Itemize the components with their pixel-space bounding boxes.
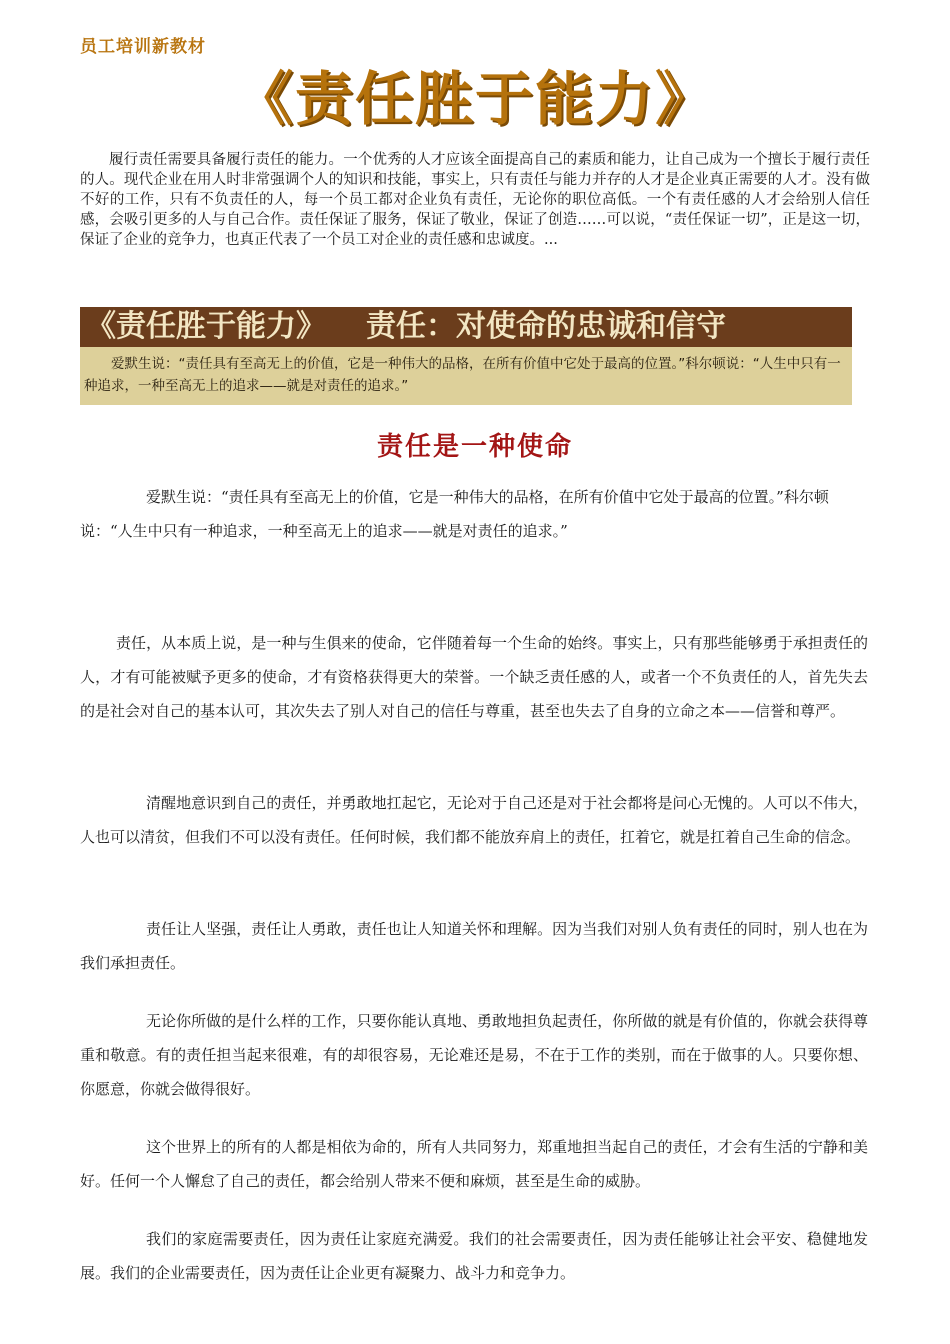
body-paragraph-6: 我们的家庭需要责任，因为责任让家庭充满爱。我们的社会需要责任，因为责任能够让社会平安、稳健地发展。我们的企业需要责任，因为责任让企业更有凝聚力、战斗力和竞争力。 — [80, 1230, 868, 1282]
banner-quote: 爱默生说：“责任具有至高无上的价值，它是一种伟大的品格，在所有价值中它处于最高的位置。”科尔顿说：“人生中只有一种追求，一种至高无上的追求——就是对责任的追求。” — [80, 347, 852, 405]
banner-chapter-title: 责任：对使命的忠诚和信守 — [366, 309, 726, 344]
body-paragraph-4: 无论你所做的是什么样的工作，只要你能认真地、勇敢地担负起责任，你所做的就是有价值的，你就会获得尊重和敬意。有的责任担当起来很难，有的却很容易，无论难还是易，不在于工作的类别，而在于做事的人。只要你想、你愿意，你就会做得很好。 — [80, 1012, 868, 1098]
banner-heading — [80, 307, 852, 347]
series-tag: 员工培训新教材 — [80, 37, 206, 57]
intro-paragraph: 履行责任需要具备履行责任的能力。一个优秀的人才应该全面提高自己的素质和能力，让自己成为一个擅长于履行责任的人。现代企业在用人时非常强调个人的知识和技能，事实上，只有责任与能力并存的人才是企业真正需要的人才。没有做不好的工作，只有不负责任的人，每一个员工都对企业负有责任，无论你的职位高低。一个有责任感的人才会给别人信任感，会吸引更多的人与自己合作。责任保证了服务，保证了敬业，保证了创造……可以说，“责任保证一切”，正是这一切，保证了企业的竞争力，也真正代表了一个员工对企业的责任感和忠诚度。... — [80, 152, 870, 248]
body-paragraph-1: 责任，从本质上说，是一种与生俱来的使命，它伴随着每一个生命的始终。事实上，只有那些能够勇于承担责任的人，才有可能被赋予更多的使命，才有资格获得更大的荣誉。一个缺乏责任感的人，或者一个不负责任的人，首先失去的是社会对自己的基本认可，其次失去了别人对自己的信任与尊重，甚至也失去了自身的立命之本——信誉和尊严。 — [80, 634, 868, 720]
document-title: 《责任胜于能力》 — [234, 65, 715, 133]
banner-book-title: 《责任胜于能力》 — [86, 309, 326, 344]
body-paragraph-3: 责任让人坚强，责任让人勇敢，责任也让人知道关怀和理解。因为当我们对别人负有责任的同时，别人也在为我们承担责任。 — [80, 920, 868, 972]
section-title: 责任是一种使命 — [376, 432, 573, 462]
body-paragraph-2: 清醒地意识到自己的责任，并勇敢地扛起它，无论对于自己还是对于社会都将是问心无愧的。人可以不伟大，人也可以清贫，但我们不可以没有责任。任何时候，我们都不能放弃肩上的责任，扛着它，就是扛着自己生命的信念。 — [80, 794, 868, 846]
section-quote: 爱默生说：“责任具有至高无上的价值，它是一种伟大的品格，在所有价值中它处于最高的位置。”科尔顿说：“人生中只有一种追求，一种至高无上的追求——就是对责任的追求。” — [80, 488, 829, 540]
body-paragraph-5: 这个世界上的所有的人都是相依为命的，所有人共同努力，郑重地担当起自己的责任，才会有生活的宁静和美好。任何一个人懈怠了自己的责任，都会给别人带来不便和麻烦，甚至是生命的威胁。 — [80, 1138, 868, 1190]
chapter-banner — [80, 307, 852, 405]
